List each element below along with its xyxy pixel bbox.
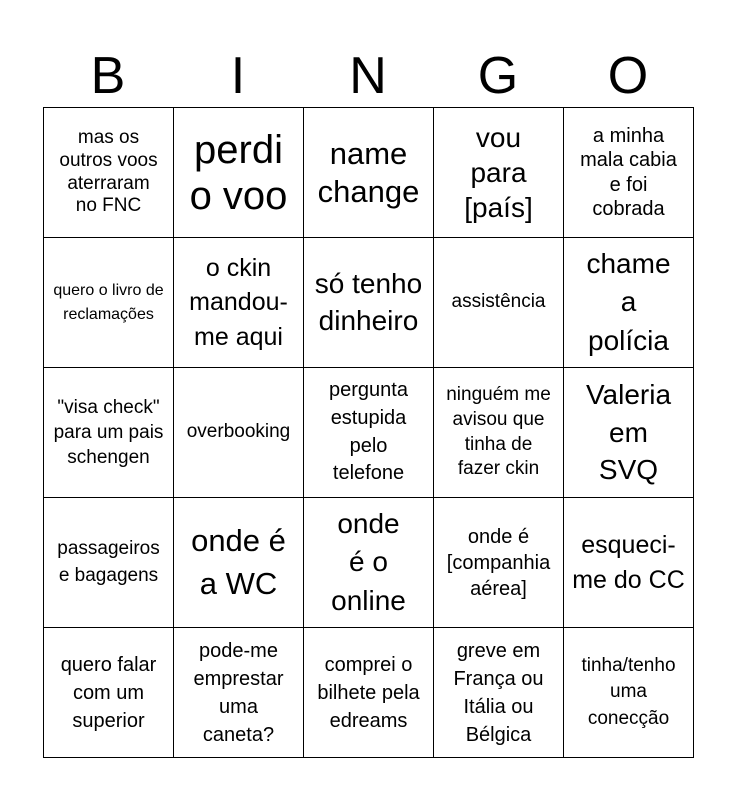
bingo-cell[interactable]: quero o livro de reclamações <box>44 238 174 368</box>
bingo-cell[interactable]: tinha/tenho uma conecção <box>564 628 694 758</box>
bingo-cell[interactable]: o ckin mandou-me aqui <box>174 238 304 368</box>
bingo-cell[interactable]: só tenho dinheiro <box>304 238 434 368</box>
bingo-board <box>43 107 694 758</box>
bingo-cell[interactable]: Valeria em SVQ <box>564 368 694 498</box>
bingo-cell[interactable]: quero falar com um superior <box>44 628 174 758</box>
bingo-cell[interactable]: comprei o bilhete pela edreams <box>304 628 434 758</box>
bingo-cell[interactable]: onde é [companhia aérea] <box>434 498 564 628</box>
bingo-cell[interactable]: overbooking <box>174 368 304 498</box>
header-letter-o: O <box>607 47 649 105</box>
bingo-cell[interactable]: chame a polícia <box>564 238 694 368</box>
header-letter-b: B <box>90 47 126 105</box>
bingo-cell[interactable]: onde é a WC <box>174 498 304 628</box>
bingo-cell[interactable]: "visa check" para um pais schengen <box>44 368 174 498</box>
header-letter-g: G <box>477 47 519 105</box>
bingo-header <box>43 44 693 108</box>
bingo-cell[interactable]: ninguém me avisou que tinha de fazer ckin <box>434 368 564 498</box>
bingo-cell[interactable]: pode-me emprestar uma caneta? <box>174 628 304 758</box>
bingo-cell[interactable]: onde é o online <box>304 498 434 628</box>
bingo-cell[interactable]: perdi o voo <box>174 108 304 238</box>
bingo-cell[interactable]: greve em França ou Itália ou Bélgica <box>434 628 564 758</box>
bingo-cell[interactable]: mas os outros voos aterraram no FNC <box>44 108 174 238</box>
bingo-cell[interactable]: esqueci-me do CC <box>564 498 694 628</box>
bingo-cell[interactable]: passageiros e bagagens <box>44 498 174 628</box>
header-letter-i: I <box>230 47 246 105</box>
bingo-cell[interactable]: assistência <box>434 238 564 368</box>
header-letter-n: N <box>349 47 387 105</box>
bingo-cell[interactable]: a minha mala cabia e foi cobrada <box>564 108 694 238</box>
bingo-cell[interactable]: pergunta estupida pelo telefone <box>304 368 434 498</box>
bingo-cell[interactable]: vou para [país] <box>434 108 564 238</box>
bingo-cell[interactable]: name change <box>304 108 434 238</box>
